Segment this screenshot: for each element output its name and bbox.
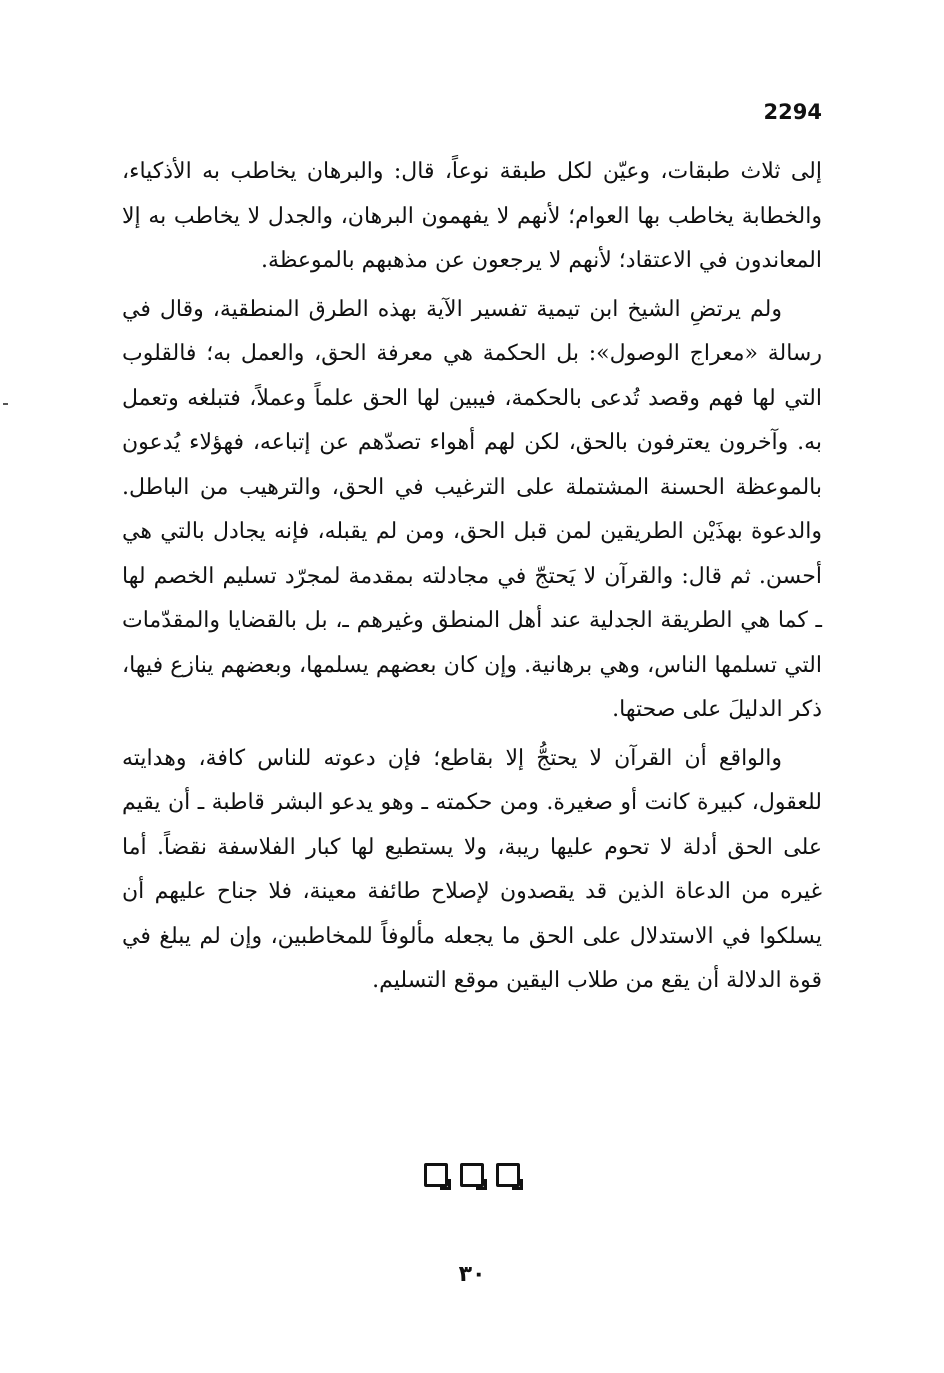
paragraph-1: إلى ثلاث طبقات، وعيّن لكل طبقة نوعاً، قال: والبرهان يخاطب به الأذكياء، والخطابة يخاطب بها العوام؛ لأنهم لا يفهمون البرهان، والجدل لا يخاطب به إلا المعاندون في الاعتقاد؛ لأنهم لا يرجعون عن مذهبهم بالموعظة. [122,159,822,273]
ornament-square-icon [460,1163,484,1187]
ornament-square-icon [424,1163,448,1187]
paragraph-2: ولم يرتضِ الشيخ ابن تيمية تفسير الآية بهذه الطرق المنطقية، وقال في رسالة «معراج الوصول»: بل الحكمة هي معرفة الحق، والعمل به؛ فالقلوب التي لها فهم وقصد تُدعى بالحكمة، فيبين لها الحق علماً وعملاً، فتبلغه وتعمل به. وآخرون يعترفون بالحق، لكن لهم أهواء تصدّهم عن إتباعه، فهؤلاء يُدعون بالموعظة الحسنة المشتملة على الترغيب في الحق، والترهيب من الباطل. والدعوة بهذَيْن الطريقين لمن قبل الحق، ومن لم يقبله، فإنه يجادل بالتي هي أحسن. ثم قال: والقرآن لا يَحتجّ في مجادلته بمقدمة لمجرّد تسليم الخصم لها ـ كما هي الطريقة الجدلية عند أهل المنطق وغيرهم ـ، بل بالقضايا والمقدّمات التي تسلمها الناس، وهي برهانية. وإن كان بعضهم يسلمها، وبعضهم ينازع فيها، ذكر الدليلَ على صحتها. [122,296,822,722]
ornament-square-icon [496,1163,520,1187]
paragraph-3: والواقع أن القرآن لا يحتجُّ إلا بقاطع؛ فإن دعوته للناس كافة، وهدايته للعقول، كبيرة كانت أو صغيرة. ومن حكمته ـ وهو يدعو البشر قاطبة ـ أن يقيم على الحق أدلة لا تحوم عليها ريبة، ولا يستطيع لها كبار الفلاسفة نقضاً. أما غيره من الدعاة الذين قد يقصدون لإصلاح طائفة معينة، فلا جناح عليهم أن يسلكوا في الاستدلال على الحق ما يجعله مألوفاً للمخاطبين، وإن لم يبلغ في قوة الدلالة أن يقع من طلاب اليقين موقع التسليم. [122,745,822,993]
margin-mark [3,403,8,405]
page-number-bottom: ٣٠ [458,1262,486,1287]
text-body [122,150,822,1004]
page-number-top: 2294 [763,100,822,124]
section-end-ornament [0,1163,944,1187]
